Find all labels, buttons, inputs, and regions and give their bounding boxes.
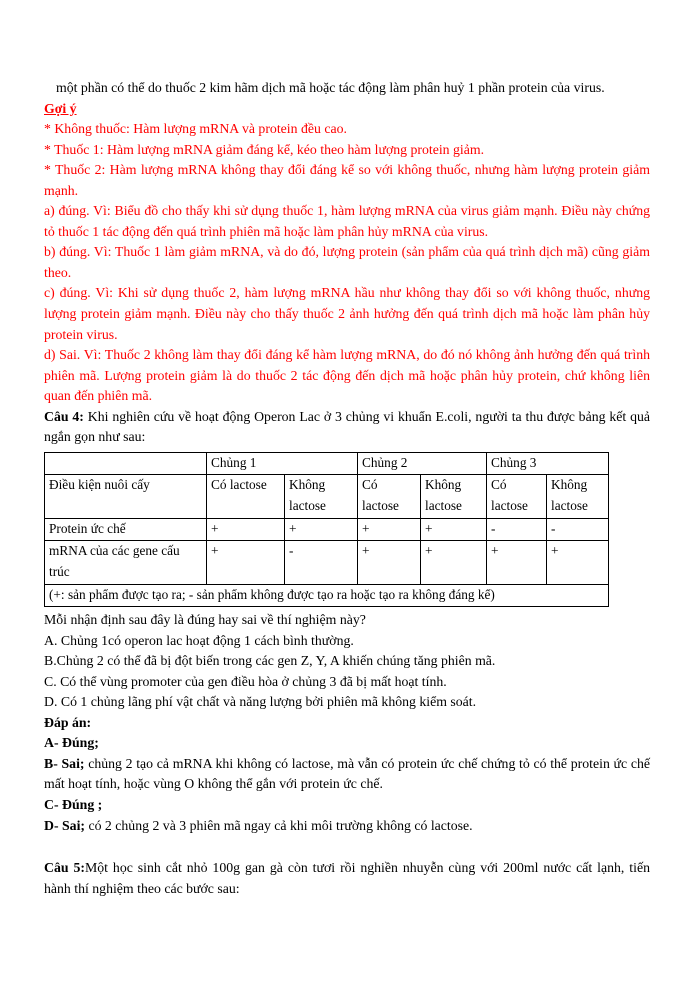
cell-value: + [207,518,285,541]
row-label-mrna: mRNA của các gene cấu trúc [45,541,207,584]
hint-line-c: c) đúng. Vì: Khi sử dụng thuốc 2, hàm lượng mRNA hầu như không thay đổi so với không thuốc, nhưng lượng protein giảm mạnh. Điều này cho thấy thuốc 2 ảnh hưởng đến quá trình dịch mã hoặc làm phân hủy protein virus. [44,285,650,342]
table-row-protein [45,518,609,541]
answer-d-label: D- Sai; [44,817,86,833]
question-line: Mỗi nhận định sau đây là đúng hay sai về thí nghiệm này? [44,612,366,628]
cau4-text: Khi nghiên cứu về hoạt động Operon Lac ở 3 chủng vi khuẩn E.coli, người ta thu được bảng kết quả ngắn gọn như sau: [44,408,651,445]
cell-value: - [547,518,609,541]
option-d: D. Có 1 chủng lãng phí vật chất và năng lượng bởi phiên mã không kiểm soát. [44,694,477,710]
cau5-text: Một học sinh cắt nhỏ 100g gan gà còn tươi rồi nghiền nhuyễn cùng với 200ml nước cất lạnh, tiến hành thí nghiệm theo các bước sau: [44,860,650,896]
answer-d [44,816,650,837]
answer-b-label: B- Sai; [44,755,85,771]
cell-value: - [285,541,358,584]
answer-c [44,795,650,816]
table-row-mrna [45,541,609,584]
answer-a-label: A- Đúng; [44,735,99,751]
col-header-1: Có lactose [207,475,285,518]
col-header-6: Không lactose [547,475,609,518]
group-header-chung3: Chủng 3 [487,452,609,475]
cell-value: + [547,541,609,584]
option-b: B.Chủng 2 có thể đã bị đột biến trong các gen Z, Y, A khiến chúng tăng phiên mã. [44,653,496,669]
cau5-paragraph [44,858,650,899]
cell-value: - [487,518,547,541]
hint-line-a: a) đúng. Vì: Biểu đồ cho thấy khi sử dụng thuốc 1, hàm lượng mRNA của virus giảm mạnh. Điều này chứng tỏ thuốc 1 tác động đến quá trình phiên mã hoặc làm phân hủy mRNA của virus. [44,203,650,239]
col-header-5: Có lactose [487,475,547,518]
cell-value: + [285,518,358,541]
table-corner-cell [45,452,207,475]
hint-line-drug1: * Thuốc 1: Hàm lượng mRNA giảm đáng kể, kéo theo hàm lượng protein giảm. [44,141,485,157]
hint-line-no-drug: * Không thuốc: Hàm lượng mRNA và protein đều cao. [44,121,347,137]
answer-key-heading-label: Đáp án: [44,714,92,730]
cell-value: + [358,518,421,541]
col-header-3: Có lactose [358,475,421,518]
cau4-paragraph [44,407,650,448]
col-header-4: Không lactose [421,475,487,518]
answer-key-heading [44,713,650,734]
cell-value: + [421,541,487,584]
option-c: C. Có thể vùng promoter của gen điều hòa ở chủng 3 đã bị mất hoạt tính. [44,673,447,689]
table-footnote-row [45,584,609,607]
group-header-chung1: Chủng 1 [207,452,358,475]
intro-line: một phần có thể do thuốc 2 kim hãm dịch mã hoặc tác động làm phân huỷ 1 phần protein của virus. [56,80,605,95]
group-header-chung2: Chủng 2 [358,452,487,475]
table-col-header-row [45,475,609,518]
option-a: A. Chủng 1có operon lac hoạt động 1 cách bình thường. [44,632,354,648]
table-footnote: (+: sản phẩm được tạo ra; - sản phẩm không được tạo ra hoặc tạo ra không đáng kể) [45,584,609,607]
table-group-header-row [45,452,609,475]
hint-line-d: d) Sai. Vì: Thuốc 2 không làm thay đổi đáng kể hàm lượng mRNA, do đó nó không ảnh hưởng đến quá trình phiên mã. Lượng protein giảm là do thuốc 2 tác động đến dịch mã hoặc phân hủy protein, chứ không liên quan đến phiên mã. [44,347,650,404]
hint-heading: Gợi ý [44,100,77,116]
answer-d-text: có 2 chủng 2 và 3 phiên mã ngay cả khi môi trường không có lactose. [85,817,473,833]
answer-c-label: C- Đúng ; [44,797,103,813]
answer-b [44,754,650,795]
answer-a [44,733,650,754]
col-header-condition: Điều kiện nuôi cấy [45,475,207,518]
cau5-label: Câu 5: [44,860,85,876]
answer-b-text: chủng 2 tạo cả mRNA khi không có lactose, mà vẫn có protein ức chế chứng tỏ có thể protein ức chế mất hoạt tính, hoặc vùng O không thể gắn với protein ức chế. [44,755,650,792]
cau4-label: Câu 4: [44,408,84,424]
cell-value: + [207,541,285,584]
cell-value: + [421,518,487,541]
hint-line-drug2: * Thuốc 2: Hàm lượng mRNA không thay đổi đáng kể so với không thuốc, nhưng hàm lượng protein giảm mạnh. [44,162,650,198]
col-header-2: Không lactose [285,475,358,518]
operon-table [44,452,609,607]
cell-value: + [487,541,547,584]
row-label-protein: Protein ức chế [45,518,207,541]
hint-line-b: b) đúng. Vì: Thuốc 1 làm giảm mRNA, và do đó, lượng protein (sản phẩm của quá trình dịch mã) cũng giảm theo. [44,244,650,280]
cell-value: + [358,541,421,584]
